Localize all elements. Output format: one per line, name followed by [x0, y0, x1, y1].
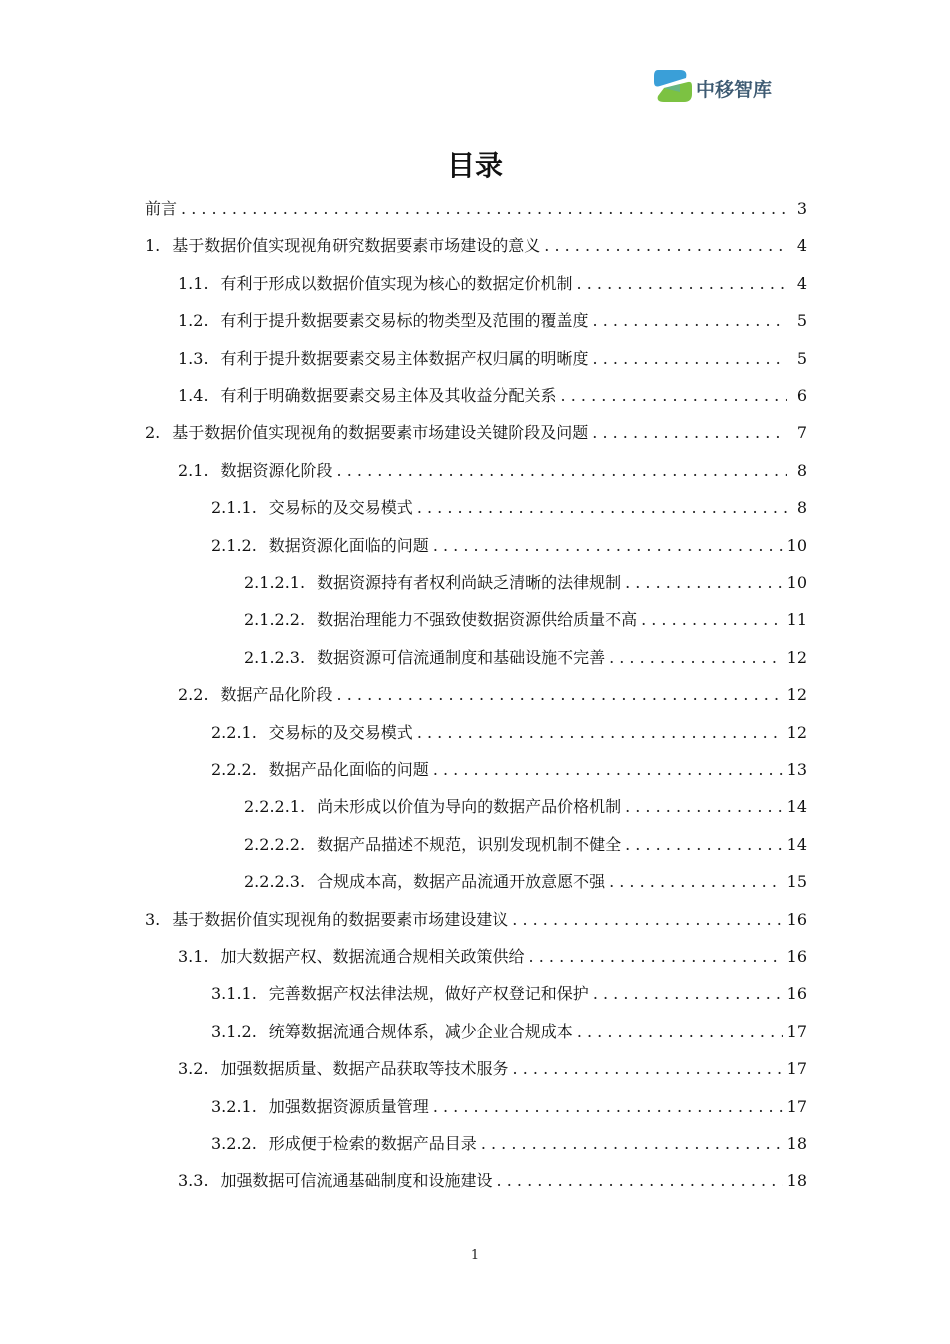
- toc-entry[interactable]: [211, 751, 807, 788]
- toc-entry-page: 8: [796, 498, 807, 518]
- toc-entry-page: 13: [786, 760, 807, 779]
- toc-entry-number: 2.1.2.3.: [244, 647, 306, 667]
- page-number: 1: [470, 1248, 480, 1263]
- toc-entry-number: 1.2.: [178, 311, 209, 331]
- toc-entry-number: 3.2.1.: [211, 1096, 257, 1116]
- toc-leader-dots: [609, 863, 783, 900]
- toc-entry[interactable]: [145, 901, 807, 938]
- toc-entry-number: 2.2.2.1.: [244, 797, 306, 817]
- toc-leader-dots: [513, 1050, 783, 1087]
- page-title: 目录: [446, 149, 503, 182]
- toc-entry-page: 15: [786, 872, 807, 892]
- toc-entry[interactable]: [145, 190, 807, 227]
- toc-entry-number: 3.: [145, 909, 161, 929]
- toc-entry-title: 数据产品描述不规范，识别发现机制不健全: [317, 834, 622, 854]
- logo: [650, 64, 790, 112]
- toc-entry-number: 2.: [145, 423, 161, 443]
- toc-entry[interactable]: [211, 489, 807, 526]
- toc-entry-number: 2.1.2.2.: [244, 610, 306, 630]
- toc-entry-page: 7: [796, 423, 807, 443]
- toc-leader-dots: [529, 938, 783, 975]
- toc-entry[interactable]: [244, 863, 807, 900]
- toc-entry[interactable]: [244, 639, 807, 676]
- toc-entry[interactable]: [244, 788, 807, 825]
- toc-entry[interactable]: [211, 527, 807, 564]
- toc-entry-page: 14: [786, 834, 807, 854]
- toc-leader-dots: [433, 527, 783, 564]
- toc-entry-title: 合规成本高，数据产品流通开放意愿不强: [317, 872, 606, 892]
- toc-entry-title: 数据产品化面临的问题: [268, 760, 429, 779]
- toc-entry-number: 3.3.: [178, 1171, 209, 1191]
- toc-entry-page: 17: [786, 1059, 807, 1079]
- toc-entry-title: 数据资源化面临的问题: [268, 535, 429, 555]
- toc-entry-page: 4: [796, 273, 807, 293]
- toc-entry-title: 加强数据资源质量管理: [268, 1096, 429, 1116]
- toc-entry-page: 5: [796, 311, 807, 331]
- toc-leader-dots: [561, 377, 787, 414]
- toc-entry-title: 交易标的及交易模式: [268, 498, 413, 518]
- toc-entry-title: 数据治理能力不强致使数据资源供给质量不高: [317, 610, 638, 630]
- toc-entry-number: 2.2.: [178, 685, 209, 705]
- toc-leader-dots: [592, 414, 787, 451]
- toc-entry-page: 8: [796, 460, 807, 480]
- toc-entry-page: 12: [786, 685, 807, 705]
- toc-entry[interactable]: [211, 714, 807, 751]
- toc-entry-page: 4: [796, 236, 807, 256]
- toc-leader-dots: [625, 826, 783, 863]
- toc-entry-number: 1.1.: [178, 273, 209, 293]
- toc-entry-title: 有利于提升数据要素交易标的物类型及范围的覆盖度: [220, 311, 589, 331]
- toc-entry-number: 2.2.1.: [211, 722, 257, 742]
- toc-entry-number: 2.2.2.: [211, 760, 257, 779]
- toc-entry-number: 1.: [145, 236, 161, 256]
- toc-entry-number: 1.3.: [178, 348, 209, 368]
- toc-leader-dots: [417, 489, 787, 526]
- toc-entry-title: 基于数据价值实现视角研究数据要素市场建设的意义: [172, 236, 541, 256]
- toc-entry-title: 加强数据质量、数据产品获取等技术服务: [220, 1059, 509, 1079]
- toc-entry-page: 6: [796, 386, 807, 405]
- toc-entry[interactable]: [211, 1125, 807, 1162]
- toc-entry-title: 交易标的及交易模式: [268, 722, 413, 742]
- toc-entry[interactable]: [244, 564, 807, 601]
- toc-leader-dots: [544, 227, 787, 264]
- toc-entry[interactable]: [211, 975, 807, 1012]
- toc-entry-number: 2.2.2.3.: [244, 872, 306, 892]
- toc-entry[interactable]: [178, 676, 807, 713]
- toc-entry[interactable]: [244, 826, 807, 863]
- toc-leader-dots: [512, 901, 782, 938]
- toc-entry-page: 17: [786, 1096, 807, 1116]
- toc-entry[interactable]: [178, 938, 807, 975]
- toc-entry-title: 有利于提升数据要素交易主体数据产权归属的明晰度: [220, 348, 589, 368]
- toc-entry-number: 3.2.2.: [211, 1134, 257, 1153]
- toc-entry-number: 2.1.1.: [211, 498, 257, 518]
- toc-leader-dots: [577, 265, 787, 302]
- toc-entry-page: 16: [786, 984, 807, 1004]
- toc-entry-title: 数据资源持有者权利尚缺乏清晰的法律规制: [317, 573, 622, 592]
- toc-entry[interactable]: [178, 1050, 807, 1087]
- toc-leader-dots: [433, 751, 783, 788]
- toc-leader-dots: [593, 302, 787, 339]
- toc-entry-title: 统筹数据流通合规体系，减少企业合规成本: [268, 1021, 573, 1041]
- logo-text: 中移智库: [696, 79, 773, 101]
- toc-entry-title: 完善数据产权法律法规，做好产权登记和保护: [268, 984, 589, 1004]
- toc-entry-page: 18: [786, 1171, 807, 1191]
- toc-leader-dots: [609, 639, 783, 676]
- toc-entry-page: 10: [786, 573, 807, 592]
- toc-leader-dots: [481, 1125, 783, 1162]
- toc-leader-dots: [641, 601, 783, 638]
- toc-entry-page: 14: [786, 797, 807, 817]
- toc-entry[interactable]: [211, 1088, 807, 1125]
- toc-entry[interactable]: [145, 414, 807, 451]
- toc-leader-dots: [337, 676, 783, 713]
- logo-mark-icon: [650, 64, 694, 110]
- toc-entry-number: 3.1.2.: [211, 1021, 257, 1041]
- toc-entry-number: 3.1.: [178, 947, 209, 966]
- toc-entry-number: 3.1.1.: [211, 984, 257, 1004]
- toc-entry-number: 1.4.: [178, 386, 209, 405]
- toc-entry-page: 17: [786, 1021, 807, 1041]
- toc-entry-page: 11: [786, 610, 807, 630]
- toc-leader-dots: [593, 340, 787, 377]
- toc-entry[interactable]: [145, 227, 807, 264]
- toc-entry-title: 形成便于检索的数据产品目录: [268, 1134, 477, 1153]
- toc-entry-number: 2.2.2.2.: [244, 834, 306, 854]
- toc-entry[interactable]: [178, 302, 807, 339]
- toc-leader-dots: [181, 190, 787, 227]
- toc-entry-number: 2.1.: [178, 460, 209, 480]
- toc-entry-page: 16: [786, 947, 807, 966]
- toc-entry[interactable]: [178, 340, 807, 377]
- toc-leader-dots: [577, 1013, 783, 1050]
- toc-entry-title: 有利于明确数据要素交易主体及其收益分配关系: [220, 386, 557, 405]
- toc-entry-page: 5: [796, 348, 807, 368]
- toc-entry-title: 尚未形成以价值为导向的数据产品价格机制: [317, 797, 622, 817]
- toc-entry-title: 基于数据价值实现视角的数据要素市场建设建议: [172, 909, 509, 929]
- toc-entry-title: 数据资源可信流通制度和基础设施不完善: [317, 647, 606, 667]
- toc-entry[interactable]: [178, 452, 807, 489]
- toc-entry-title: 前言: [145, 199, 178, 218]
- toc-leader-dots: [593, 975, 783, 1012]
- toc-entry-title: 加大数据产权、数据流通合规相关政策供给: [220, 947, 525, 966]
- toc-entry-title: 数据资源化阶段: [220, 460, 333, 480]
- toc-entry-page: 16: [786, 909, 807, 929]
- toc-entry-title: 有利于形成以数据价值实现为核心的数据定价机制: [220, 273, 573, 293]
- toc-entry-title: 数据产品化阶段: [220, 685, 333, 705]
- toc-entry-page: 12: [786, 722, 807, 742]
- toc-leader-dots: [497, 1162, 783, 1199]
- toc-entry-number: 2.1.2.: [211, 535, 257, 555]
- toc-entry-title: 基于数据价值实现视角的数据要素市场建设关键阶段及问题: [172, 423, 589, 443]
- toc-entry[interactable]: [178, 1162, 807, 1199]
- toc-leader-dots: [433, 1088, 783, 1125]
- toc-leader-dots: [417, 714, 783, 751]
- toc-entry-page: 3: [796, 199, 807, 218]
- toc-entry[interactable]: [244, 601, 807, 638]
- toc-leader-dots: [625, 564, 783, 601]
- toc-entry-number: 2.1.2.1.: [244, 573, 306, 592]
- toc-leader-dots: [625, 788, 783, 825]
- toc-entry-number: 3.2.: [178, 1059, 209, 1079]
- toc-entry-title: 加强数据可信流通基础制度和设施建设: [220, 1171, 493, 1191]
- toc-leader-dots: [337, 452, 787, 489]
- toc-entry-page: 12: [786, 647, 807, 667]
- toc-entry[interactable]: [178, 377, 807, 414]
- toc-entry-page: 10: [786, 535, 807, 555]
- toc-entry[interactable]: [178, 265, 807, 302]
- toc-entry[interactable]: [211, 1013, 807, 1050]
- toc-entry-page: 18: [786, 1134, 807, 1153]
